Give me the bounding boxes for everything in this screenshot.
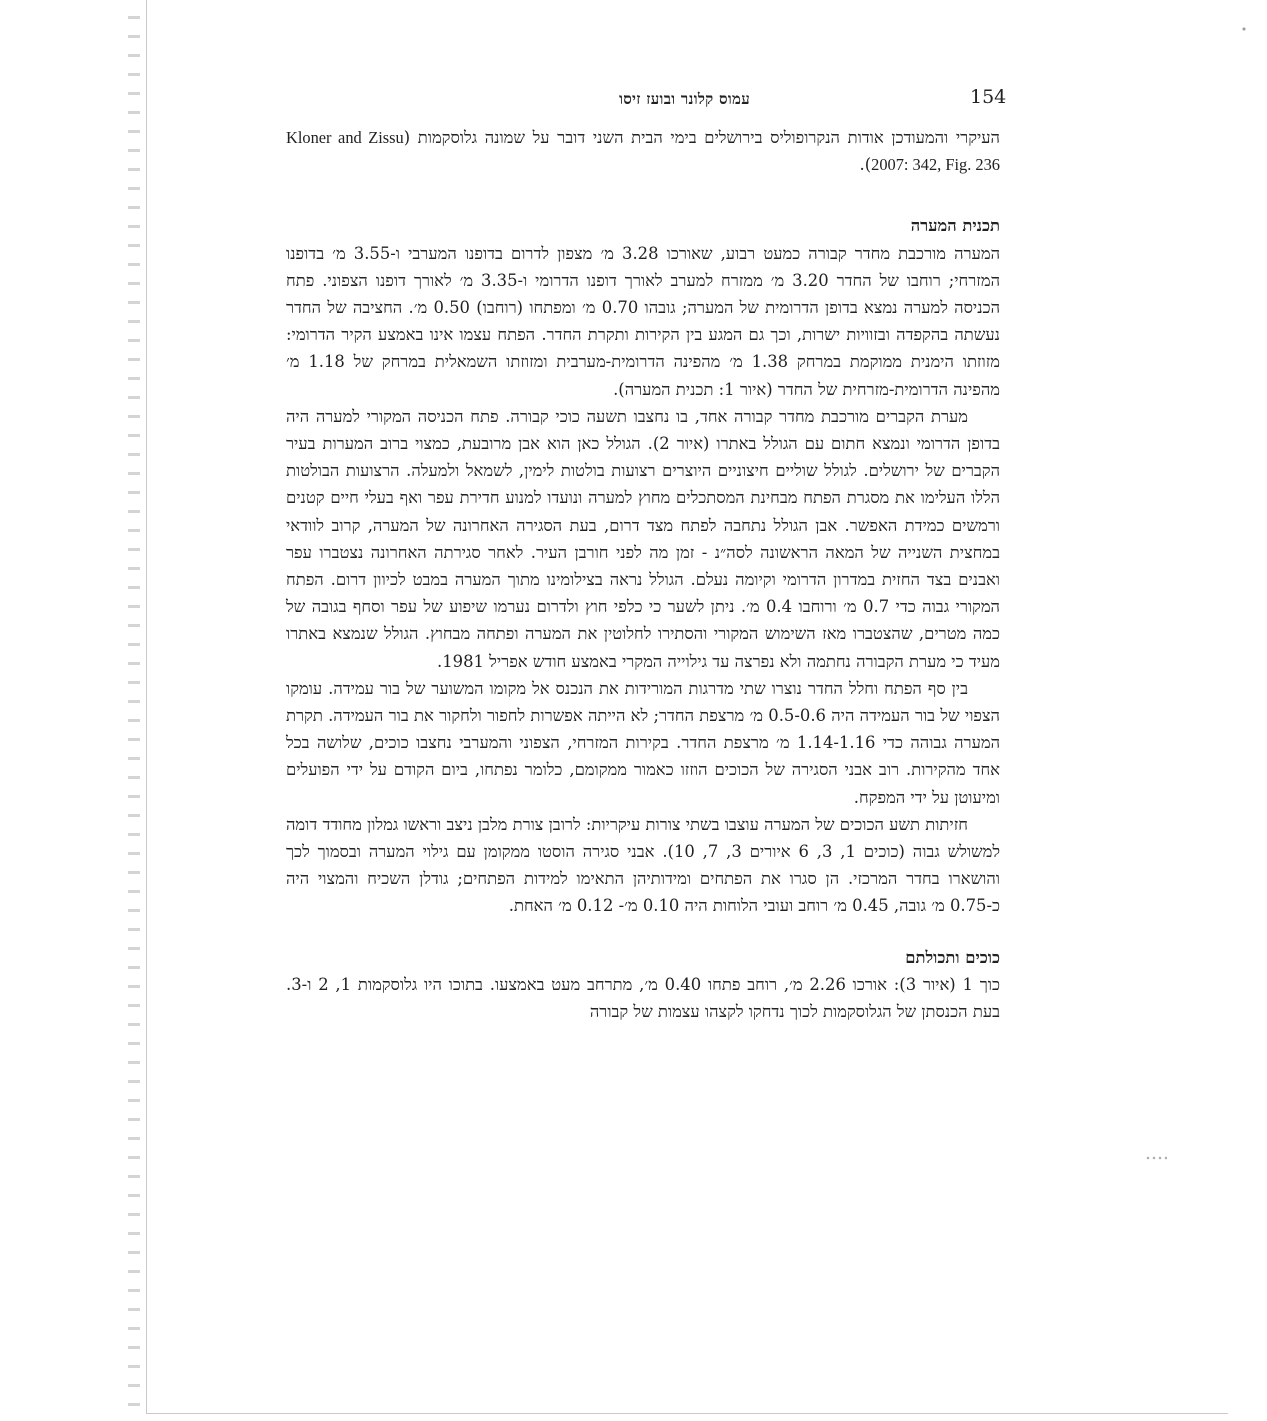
- body-paragraph: בין סף הפתח וחלל החדר נוצרו שתי מדרגות המורידות את הנכנס אל מקומו המשוער של בור עמידה. עומקו הצפוי של בור העמידה היה 0.5-0.6 מ׳ מרצפת החדר; לא הייתה אפשרות לחפור ולחקור את בור העמידה. תקרת המערה גבוהה כדי 1.14-1.16 מ׳ מרצפת החדר. בקירות המזרחי, הצפוני והמערבי נחצבו כוכים, שלושה בכל אחד מהקירות. רוב אבני הסגירה של הכוכים הוזזו כאמור ממקומם, כלומר נפתחו, ביום הקודם על ידי הפועלים ומיעוטן על ידי המפקח.: [286, 678, 1000, 807]
- running-title: עמוס קלונר ובועז זיסו: [619, 90, 750, 108]
- body-paragraph: חזיתות תשע הכוכים של המערה עוצבו בשתי צורות עיקריות: לרובן צורת מלבן ניצב וראשו גמלון מחודד דומה למשולש גבוה (כוכים 1, 3, 6 איורים 3, 7, 10). אבני סגירה הוסטו ממקומן עם גילוי המערה ובסמוך לכך והושארו בחדר המרכזי. הן סגרו את הפתחים ומידותיהן התאימו למידות הפתחים; גודלן השכיח והמצוי היה כ-0.75 מ׳ גובה, 0.45 מ׳ רוחב ועובי הלוחות היה 0.10 מ׳- 0.12 מ׳ האחת.: [286, 814, 1001, 916]
- intro-paragraph: [286, 124, 1000, 178]
- body-paragraph: המערה מורכבת מחדר קבורה כמעט רבוע, שאורכו 3.28 מ׳ מצפון לדרום בדופנו המערבי ו-3.55 מ׳ בדופנו המזרחי; רוחבו של החדר 3.20 מ׳ ממזרח למערב לאורך דופנו הדרומי ו-3.35 מ׳ לאורך דופנו הצפוני. פתח הכניסה למערה נמצא בדופן הדרומית של המערה; גובהו 0.70 מ׳ ומפתחו (רוחבו) 0.50 מ׳. החציבה של החדר נעשתה בהקפדה ובזוויות ישרות, וכך גם המגע בין הקירות ותקרת החדר. הפתח עצמו אינו באמצע הקיר הדרומי: מזוזתו הימנית ממוקמת במרחק 1.38 מ׳ מהפינה הדרומית-מערבית ומזוזתו השמאלית במרחק של 1.18 מ׳ מהפינה הדרומית-מזרחית של החדר (איור 1: תכנית המערה).: [286, 243, 1001, 399]
- section-heading-loculi: כוכים ותכולתם: [905, 947, 1000, 967]
- intro-text-end: ).: [859, 155, 872, 175]
- page-body: [286, 124, 1000, 1025]
- section-heading-cave-plan: תכנית המערה: [910, 216, 1000, 236]
- page-number: 154: [970, 86, 1007, 108]
- intro-text: העיקרי והמעודכן אודות הנקרופוליס בירושלים בימי הבית השני דובר על שמונה גלוסקמות (: [403, 128, 1000, 147]
- running-header: [280, 86, 1007, 110]
- body-paragraph: כוך 1 (איור 3): אורכו 2.26 מ׳, רוחב פתחו 0.40 מ׳, מתרחב מעט באמצעו. בתוכו היו גלוסקמות 1, 2 ו-3. בעת הכנסתן של הגלוסקמות לכוך נדחקו לקצהו עצמות של קבורה: [286, 974, 1000, 1022]
- scan-perforated-edge: [128, 0, 140, 1421]
- scan-speck: [1239, 24, 1249, 34]
- section-spacer: [286, 920, 1000, 944]
- citation: Kloner and Zissu 2007: 342, Fig. 236: [286, 128, 1000, 175]
- scan-speck: [1145, 1155, 1167, 1161]
- body-paragraph: מערת הקברים מורכבת מחדר קבורה אחד, בו נחצבו תשעה כוכי קבורה. פתח הכניסה המקורי למערה היה בדופן הדרומי ונמצא חתום עם הגולל באתרו (איור 2). הגולל כאן הוא אבן מרובעת, כמצוי ברוב המערות בעיר הקברים של ירושלים. לגולל שוליים חיצוניים היוצרים רצועות בולטות לימין, לשמאל ולמעלה. הרצועות הבולטות הללו העלימו את מסגרת הפתח מבחינת המסתכלים מחוץ למערה ונועדו למנוע חדירת עפר ואף בעלי חיים קטנים ורמשים כמידת האפשר. אבן הגולל נתחבה לפתח מצד דרום, בעת הסגירה האחרונה של המערה, קרוב לוודאי במחצית השנייה של המאה הראשונה לסה״נ - זמן מה לפני חורבן העיר. לאחר סגירתה האחרונה נצטברו עפר ואבנים בצד החזית במדרון הדרומי וקיומה נעלם. הגולל נראה בצילומינו מתוך המערה במבט לכיוון דרום. הפתח המקורי גבוה כדי 0.7 מ׳ ורוחבו 0.4 מ׳. ניתן לשער כי כלפי חוץ ולדרום נערמו שיפוע של עפר וסחף בגובה של כמה מטרים, שהצטברו מאז השימוש המקורי והסתירו לחלוטין את המערה ופתחה מבחוץ. הגולל שנמצא באתרו מעיד כי מערת הקבורה נחתמה ולא נפרצה עד גילוייה המקרי באמצע חודש אפריל 1981.: [286, 406, 1000, 671]
